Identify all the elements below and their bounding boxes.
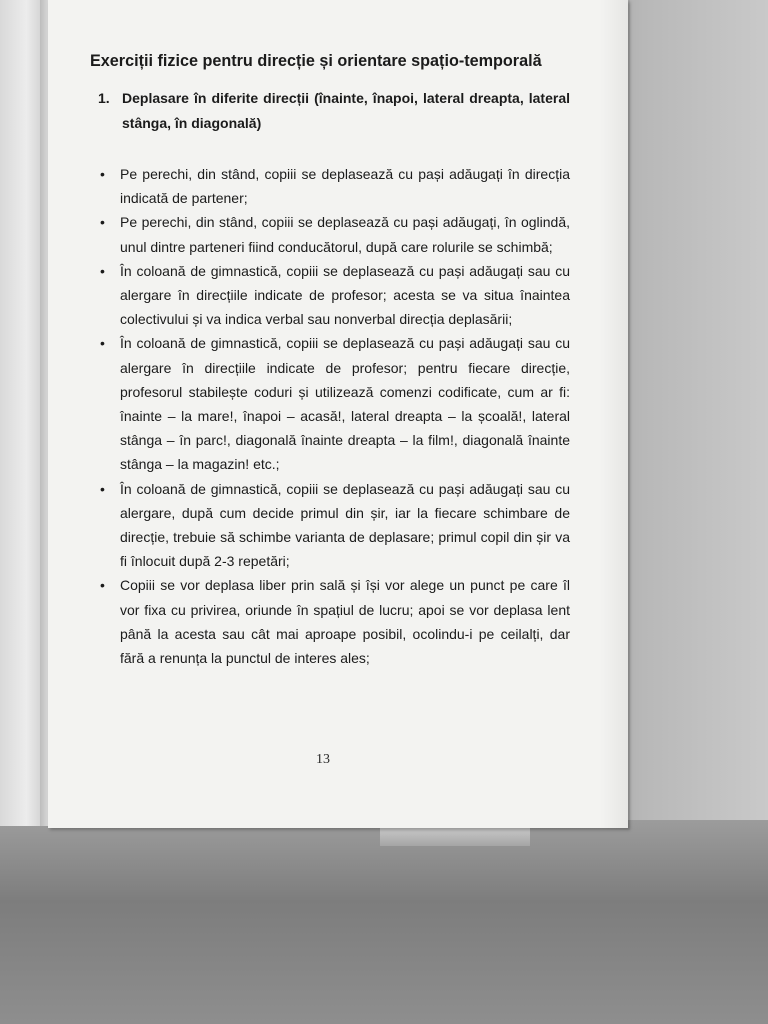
page-edge-shadow — [600, 0, 630, 830]
bullet-icon: • — [100, 480, 105, 497]
list-item — [92, 210, 570, 258]
bullet-icon: • — [100, 577, 105, 594]
left-page-edge — [0, 0, 44, 826]
page-title: Exerciții fizice pentru direcție și orientare spațio-temporală — [90, 52, 542, 70]
list-item-text: Pe perechi, din stând, copiii se deplasează cu pași adăugați, în oglindă, unul dintre parteneri fiind conducătorul, după care rolurile se schimbă; — [120, 214, 570, 255]
list-item — [92, 573, 570, 670]
list-item-text: Copiii se vor deplasa liber prin sală și își vor alege un punct pe care îl vor fixa cu privirea, oriunde în spațiul de lucru; apoi se vor deplasa lent până la acesta sau cât mai aproape posibil, ocolindu-i pe ceilalți, dar fără a renunța la punctul de interes ales; — [120, 577, 570, 667]
list-item — [92, 162, 570, 210]
page-content — [90, 50, 570, 670]
exercise-list — [90, 162, 570, 670]
background-bottom — [0, 820, 768, 1024]
list-item — [92, 259, 570, 332]
list-item — [92, 331, 570, 476]
list-item-text: În coloană de gimnastică, copiii se deplasează cu pași adăugați sau cu alergare, după cum decide primul din șir, iar la fiecare schimbare de direcție, trebuie să schimbe varianta de deplasare; primul copil din șir va fi înlocuit după 2-3 repetări; — [120, 480, 570, 570]
bullet-icon: • — [100, 214, 105, 231]
list-item-text: Pe perechi, din stând, copiii se deplasează cu pași adăugați în direcția indicată de partener; — [120, 166, 570, 207]
list-item-text: În coloană de gimnastică, copiii se deplasează cu pași adăugați sau cu alergare în direcțiile indicate de profesor; acesta se va situa înaintea colectivului și va indica verbal sau nonverbal direcția deplasării; — [120, 262, 570, 328]
bullet-icon: • — [100, 262, 105, 279]
page-underlay — [380, 828, 530, 846]
page-number: 13 — [316, 752, 330, 767]
bullet-icon: • — [100, 335, 105, 352]
section-heading — [98, 86, 570, 136]
section-heading-text: Deplasare în diferite direcții (înainte, înapoi, lateral dreapta, lateral stânga, în diagonală) — [122, 90, 570, 131]
list-item — [92, 477, 570, 574]
list-item-text: În coloană de gimnastică, copiii se deplasează cu pași adăugați sau cu alergare în direcțiile indicate de profesor; pentru fiecare direcție, profesorul stabilește coduri și utilizează comenzi codificate, cum ar fi: înainte – la mare!, înapoi – acasă!, lateral dreapta – la școală!, lateral stânga – în parc!, diagonală înainte dreapta – la film!, diagonală înainte stânga – la magazin! etc.; — [120, 335, 570, 473]
bullet-icon: • — [100, 166, 105, 182]
section-number: 1. — [98, 90, 110, 106]
